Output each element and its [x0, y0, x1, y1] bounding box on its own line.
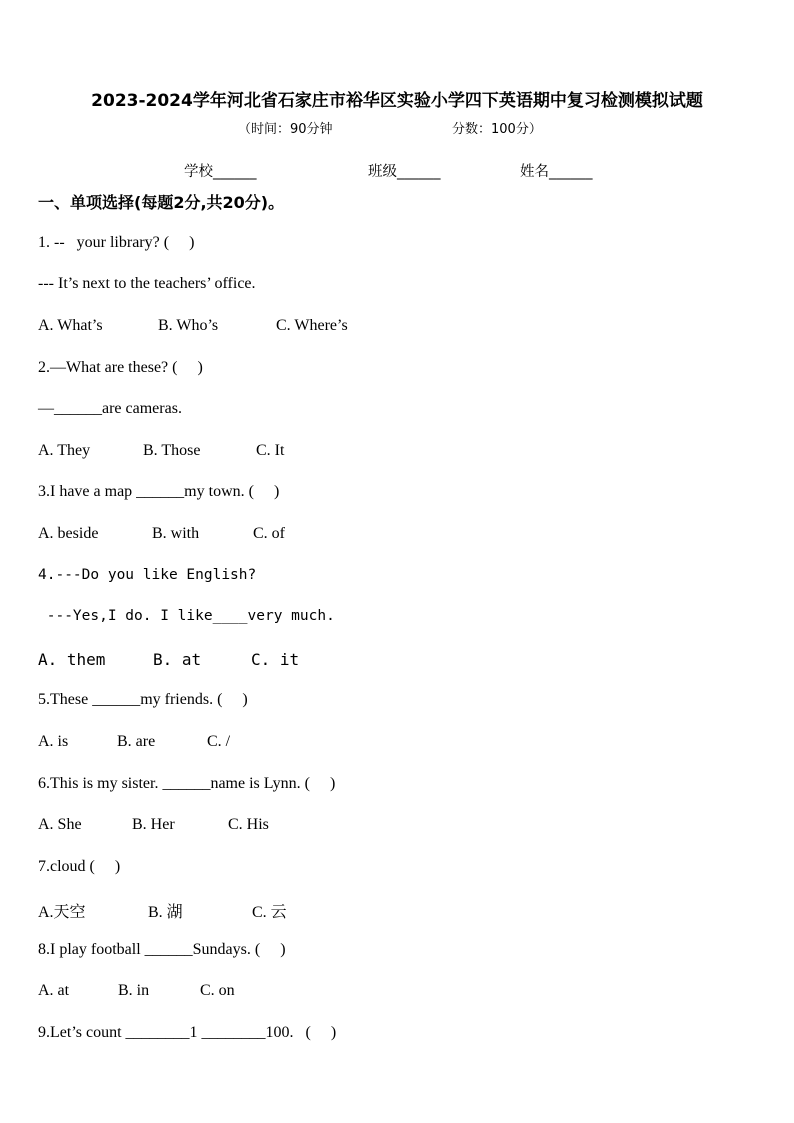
option-a: A. She [38, 816, 82, 833]
option-c: C. it [251, 650, 300, 669]
option-a: A.天空 [38, 904, 86, 921]
question-2-text: 2.—What are these? ( ) [38, 359, 203, 376]
option-c: C. It [256, 442, 285, 459]
option-b: B. Who’s [158, 317, 219, 334]
option-b: B. 湖 [148, 904, 183, 921]
option-a: A. What’s [38, 317, 103, 334]
question-8-text: 8.I play football ______Sundays. ( ) [38, 941, 286, 958]
option-a: A. is [38, 733, 69, 750]
question-9-text: 9.Let’s count ________1 ________100. ( ) [38, 1024, 337, 1041]
question-7-text: 7.cloud ( ) [38, 858, 121, 875]
option-b: B. at [153, 650, 202, 669]
question-4-answer-line: ---Yes,I do. I like____very much. [38, 608, 335, 624]
question-1-text: 1. -- your library? ( ) [38, 234, 195, 251]
question-1-answer-line: --- It’s next to the teachers’ office. [38, 275, 256, 292]
option-a: A. They [38, 442, 91, 459]
question-4-text: 4.---Do you like English? [38, 567, 257, 583]
section-title: 一、单项选择(每题2分,共20分)。 [38, 193, 285, 212]
school-field: 学校______ [184, 164, 257, 180]
option-c: C. of [253, 525, 285, 542]
option-c: C. 云 [252, 904, 287, 921]
option-b: B. in [118, 982, 150, 999]
question-3-text: 3.I have a map ______my town. ( ) [38, 483, 280, 500]
question-5-text: 5.These ______my friends. ( ) [38, 691, 248, 708]
option-a: A. them [38, 650, 106, 669]
exam-time: （时间：90分钟 [238, 122, 333, 137]
option-c: C. Where’s [276, 317, 348, 334]
option-c: C. on [200, 982, 235, 999]
option-c: C. His [228, 816, 269, 833]
option-b: B. Those [143, 442, 201, 459]
exam-score: 分数：100分） [452, 122, 542, 137]
option-b: B. are [117, 733, 156, 750]
option-c: C. / [207, 733, 231, 750]
question-2-answer-line: —______are cameras. [38, 400, 182, 417]
question-6-text: 6.This is my sister. ______name is Lynn. ( ) [38, 775, 336, 792]
option-b: B. Her [132, 816, 175, 833]
class-field: 班级______ [368, 164, 441, 180]
option-a: A. at [38, 982, 70, 999]
exam-title: 2023-2024学年河北省石家庄市裕华区实验小学四下英语期中复习检测模拟试题 [91, 91, 703, 111]
option-b: B. with [152, 525, 200, 542]
name-field: 姓名______ [520, 164, 593, 180]
option-a: A. beside [38, 525, 99, 542]
